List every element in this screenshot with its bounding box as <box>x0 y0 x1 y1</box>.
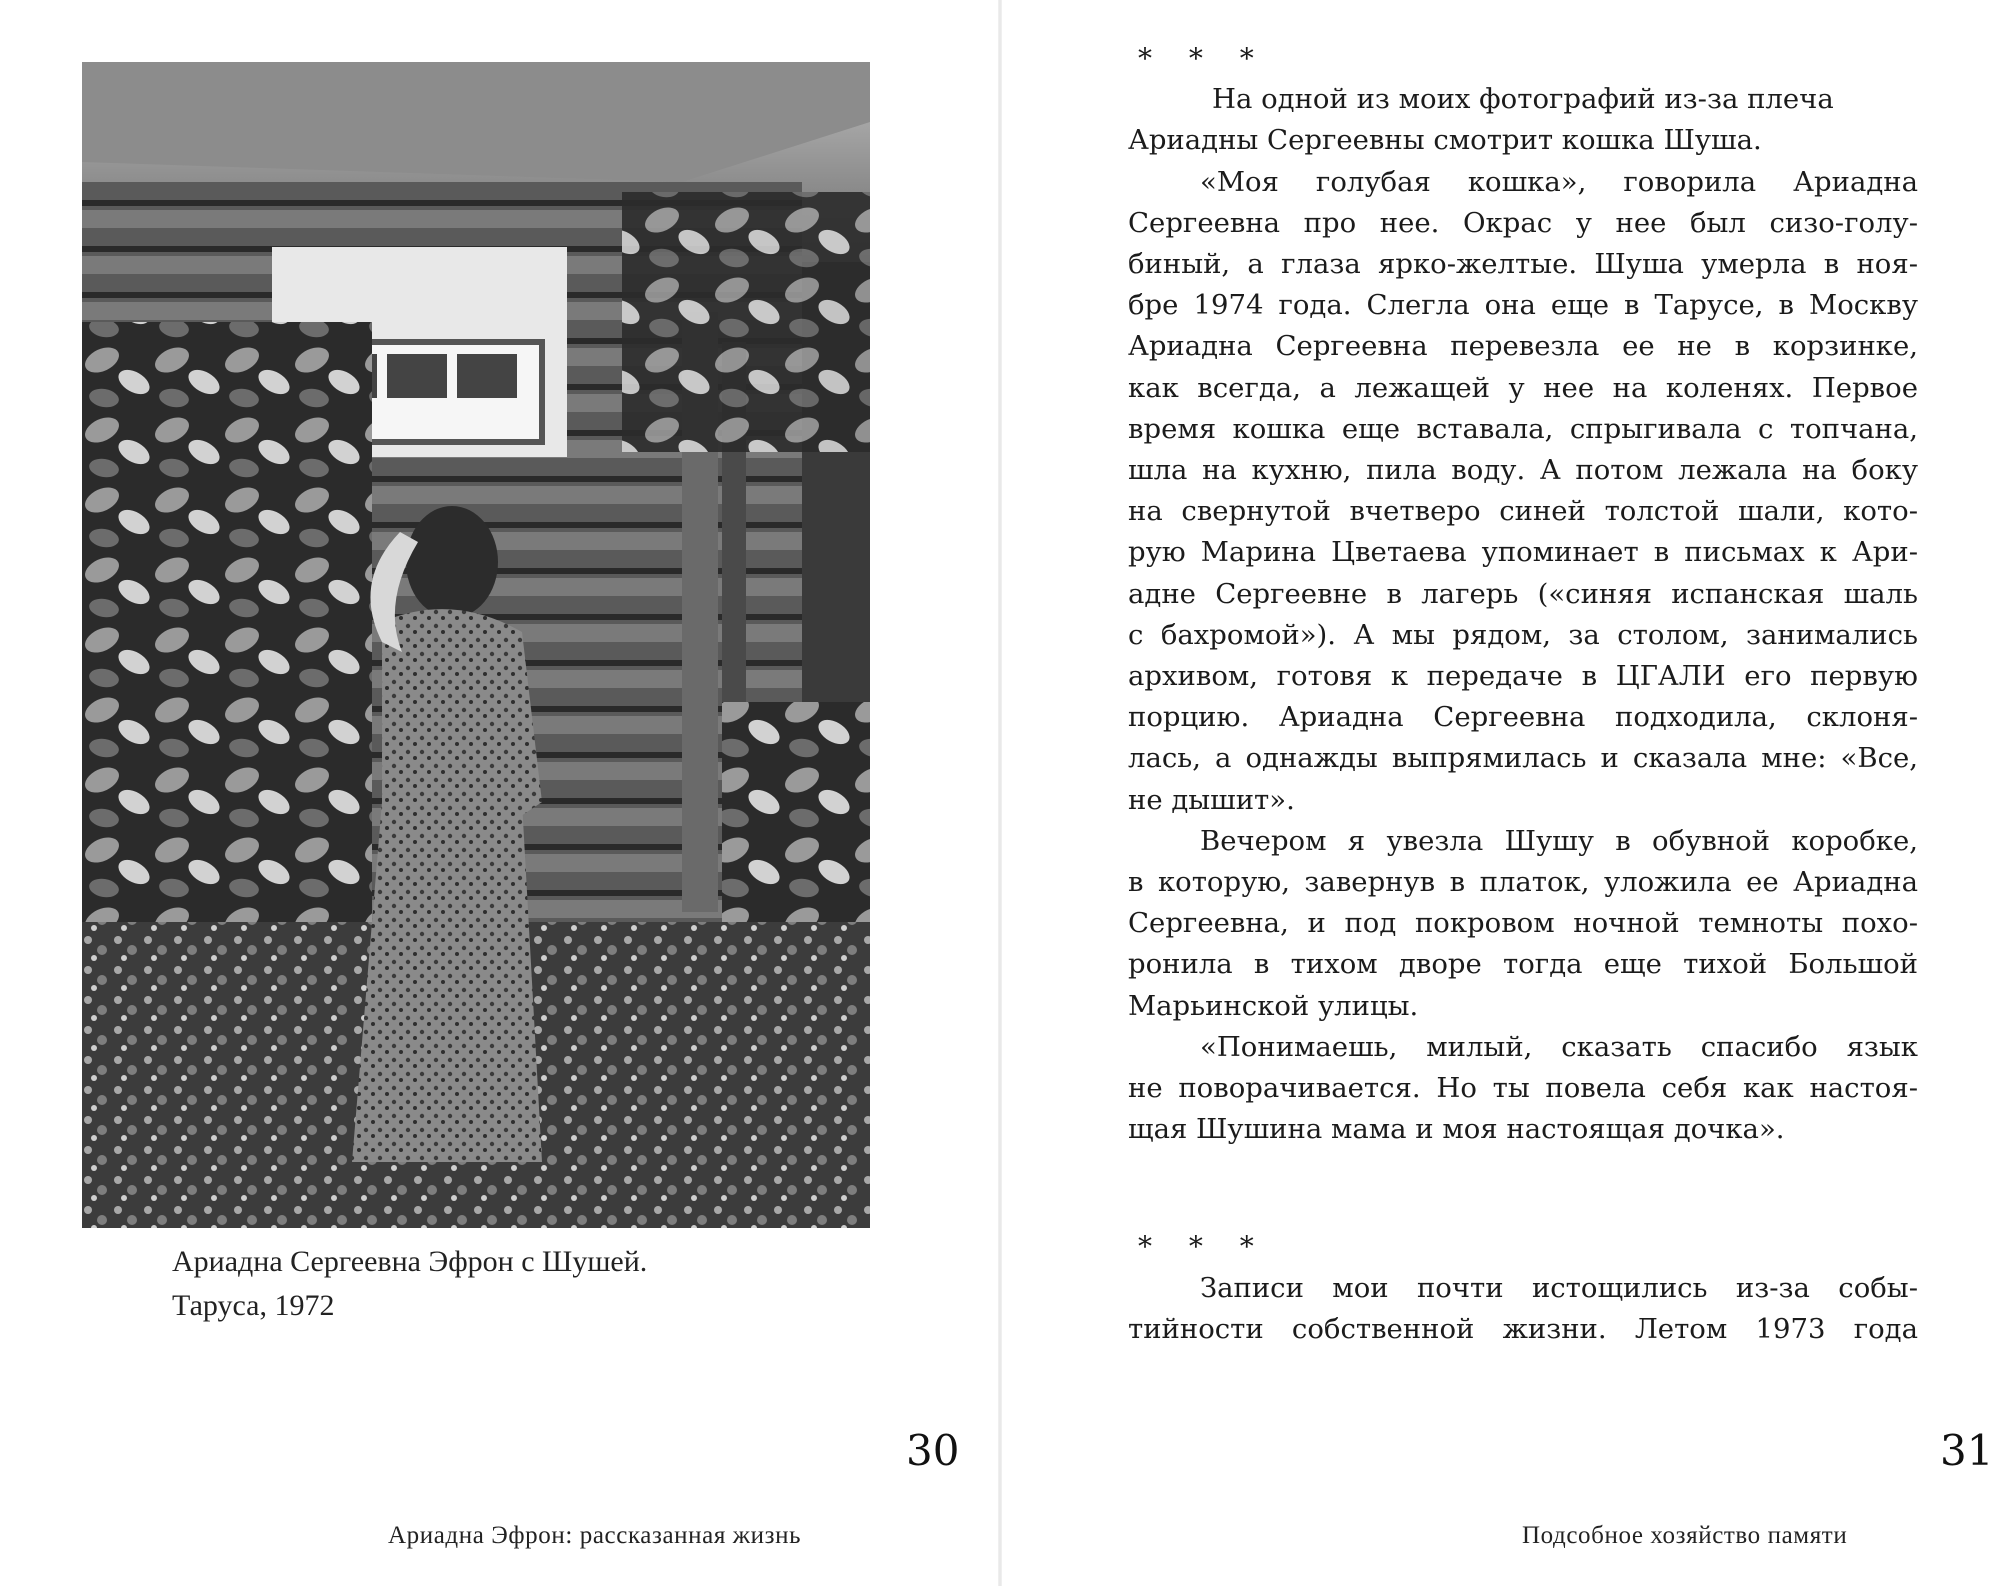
photo-illustration <box>82 62 870 1228</box>
photo-caption <box>172 1240 872 1328</box>
text-line: Марьинской улицы. <box>1128 989 1419 1022</box>
right-page <box>1000 0 2000 1586</box>
text-line: на свернутой вчетверо синей толстой шали, кото- <box>1128 495 1918 528</box>
running-foot-right: Подсобное хозяйство памяти <box>1522 1522 1848 1549</box>
text-line: с бахромой»). А мы рядом, за столом, занимались <box>1128 618 1918 651</box>
text-line: бре 1974 года. Слегла она еще в Тарусе, в Москву <box>1128 289 1918 322</box>
section-spacer <box>1128 1150 1918 1226</box>
text-line: «Моя голубая кошка», говорила Ариадна <box>1200 165 1918 198</box>
text-line: «Понимаешь, милый, сказать спасибо язык <box>1200 1030 1918 1063</box>
text-line: порцию. Ариадна Сергеевна подходила, склоня- <box>1128 701 1918 734</box>
text-line: лась, а однажды выпрямилась и сказала мне: «Все, <box>1128 742 1918 775</box>
text-line: не поворачивается. Но ты повела себя как настоя- <box>1128 1072 1918 1105</box>
body-text <box>1128 38 1918 1350</box>
text-line: в которую, завернув в платок, уложила ее Ариадна <box>1128 866 1918 899</box>
text-line: Ариадны Сергеевны смотрит кошка Шуша. <box>1128 124 1762 157</box>
text-line: биный, а глаза ярко-желтые. Шуша умерла в ноя- <box>1128 248 1918 280</box>
text-line: Ариадна Сергеевна перевезла ее не в корзинке, <box>1128 330 1918 363</box>
text-line: шла на кухню, пила воду. А потом лежала на боку <box>1128 454 1918 487</box>
text-line: как всегда, а лежащей у нее на коленях. Первое <box>1128 371 1918 404</box>
text-line: рую Марина Цветаева упоминает в письмах к Ари- <box>1128 536 1918 569</box>
text-line: время кошка еще вставала, спрыгивала с топчана, <box>1128 412 1918 445</box>
section-separator-1: * * * <box>1138 42 1268 75</box>
photograph <box>82 62 870 1228</box>
section-separator-2: * * * <box>1138 1230 1268 1264</box>
text-line: щая Шушина мама и моя настоящая дочка». <box>1128 1113 1785 1146</box>
text-line: Сергеевна про нее. Окрас у нее был сизо-голу- <box>1128 206 1918 239</box>
text-line: Сергеевна, и под покровом ночной темноты похо- <box>1128 907 1918 940</box>
text-line: Вечером я увезла Шушу в обувной коробке, <box>1200 824 1918 857</box>
page-number-left: 30 <box>906 1426 960 1475</box>
caption-line-1: Ариадна Сергеевна Эфрон с Шушей. <box>172 1245 648 1278</box>
text-line: На одной из моих фотографий из-за плеча <box>1212 83 1834 116</box>
text-line: Записи мои почти истощились из-за собы- <box>1200 1271 1918 1304</box>
text-line: тийности собственной жизни. Летом 1973 года <box>1128 1312 1918 1345</box>
page-number-right: 31 <box>1940 1426 1994 1475</box>
text-line: адне Сергеевне в лагерь («синяя испанская шаль <box>1128 577 1918 610</box>
running-foot-left: Ариадна Эфрон: рассказанная жизнь <box>388 1522 802 1549</box>
text-line: ронила в тихом дворе тогда еще тихой Большой <box>1128 948 1918 981</box>
text-line: архивом, готовя к передаче в ЦГАЛИ его первую <box>1128 660 1918 693</box>
text-line: не дышит». <box>1128 783 1295 816</box>
caption-line-2: Таруса, 1972 <box>172 1289 335 1322</box>
